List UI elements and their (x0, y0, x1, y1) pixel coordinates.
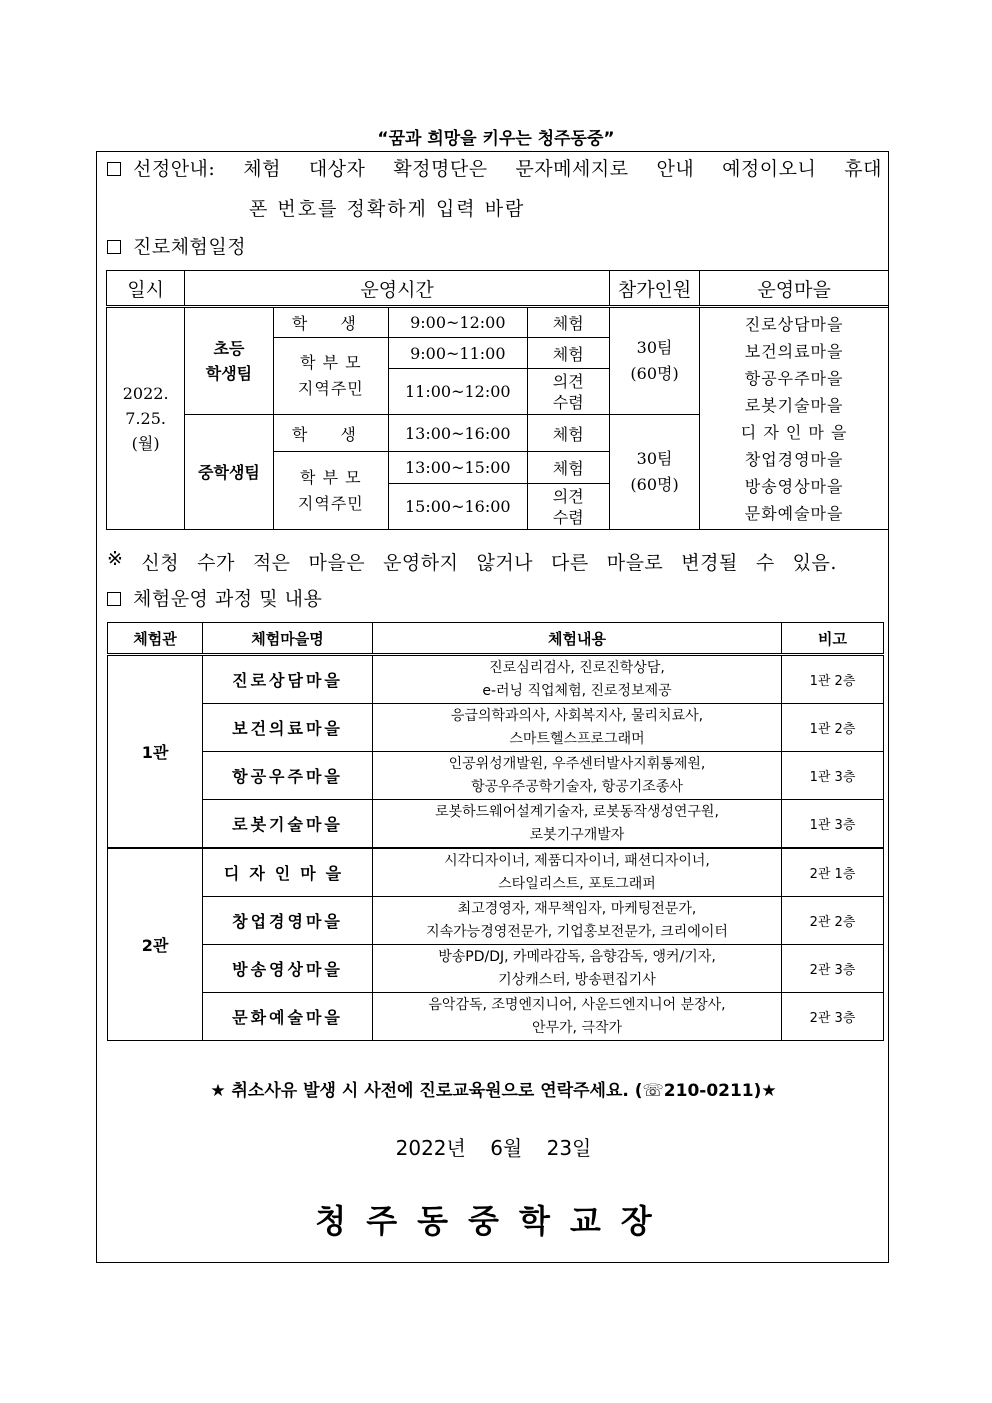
group-elementary: 초등 학생팀 (185, 307, 273, 415)
table-row (108, 993, 884, 1041)
village-name: 보건의료마을 (203, 704, 373, 752)
selection-notice-first: 선정안내: (107, 154, 215, 181)
village-content: 방송PD/DJ, 카메라감독, 음향감독, 앵커/기자, 기상캐스터, 방송편집기사 (373, 945, 782, 993)
village-location: 2관 3층 (782, 945, 884, 993)
activity-type: 체험 (527, 452, 609, 484)
selection-notice-line1: 선정안내: 체험 대상자 확정명단은 문자메세지로 안내 예정이오니 휴대 (107, 154, 882, 181)
village-name: 방송영상마을 (203, 945, 373, 993)
document-frame (96, 151, 889, 1263)
table-row (108, 945, 884, 993)
village-name: 문화예술마을 (203, 993, 373, 1041)
village-list (700, 307, 889, 530)
schedule-table (106, 270, 889, 530)
target-student: 학 생 (273, 415, 388, 452)
experience-table (107, 622, 884, 1041)
target-student: 학 생 (273, 307, 388, 338)
village-name: 디자인마을 (203, 848, 373, 897)
village-location: 2관 2층 (782, 897, 884, 945)
village-item: 진로상담마을 (744, 314, 844, 334)
principal-signature: 청주동중학교장 (315, 1202, 672, 1240)
table-row (108, 752, 884, 800)
table-row (108, 848, 884, 897)
activity-type: 의견 수렴 (527, 369, 609, 415)
exp-header-hall: 체험관 (108, 623, 203, 655)
village-name: 항공우주마을 (203, 752, 373, 800)
checkbox-icon (107, 592, 121, 606)
selection-notice-line2: 폰 번호를 정확하게 입력 바람 (249, 198, 526, 220)
group-middle: 중학생팀 (185, 415, 273, 530)
time-slot: 11:00~12:00 (389, 369, 528, 415)
group-people: 30팀 (60명) (609, 307, 699, 415)
village-content: 인공위성개발원, 우주센터발사지휘통제원, 항공우주공학기술자, 항공기조종사 (373, 752, 782, 800)
village-location: 1관 3층 (782, 752, 884, 800)
hall-1: 1관 (108, 655, 203, 849)
exp-header-note: 비고 (782, 623, 884, 655)
checkbox-icon (107, 240, 121, 254)
time-slot: 9:00~12:00 (389, 307, 528, 338)
exp-header-village: 체험마을명 (203, 623, 373, 655)
time-slot: 9:00~11:00 (389, 338, 528, 369)
activity-type: 의견 수렴 (527, 484, 609, 530)
village-name: 창업경영마을 (203, 897, 373, 945)
table-row (108, 800, 884, 849)
checkbox-icon (107, 162, 121, 176)
village-content: 최고경영자, 재무책임자, 마케팅전문가, 지속가능경영전문가, 기업홍보전문가, 크리에이터 (373, 897, 782, 945)
village-content: 로봇하드웨어설계기술자, 로봇동작생성연구원, 로봇기구개발자 (373, 800, 782, 849)
schedule-header-village: 운영마을 (700, 271, 889, 307)
village-item: 방송영상마을 (744, 476, 844, 496)
village-location: 2관 1층 (782, 848, 884, 897)
target-parents-locals: 학 부 모 지역주민 (273, 338, 388, 415)
schedule-header-date: 일시 (107, 271, 185, 307)
village-name: 진로상담마을 (203, 655, 373, 704)
village-item: 문화예술마을 (744, 503, 844, 523)
group-people: 30팀 (60명) (609, 415, 699, 530)
activity-type: 체험 (527, 307, 609, 338)
time-slot: 13:00~15:00 (389, 452, 528, 484)
village-item: 디 자 인 마 을 (740, 422, 848, 442)
village-location: 1관 2층 (782, 704, 884, 752)
village-content: 응급의학과의사, 사회복지사, 물리치료사, 스마트헬스프로그래머 (373, 704, 782, 752)
village-content: 음악감독, 조명엔지니어, 사운드엔지니어 분장사, 안무가, 극작가 (373, 993, 782, 1041)
activity-type: 체험 (527, 415, 609, 452)
village-content: 시각디자이너, 제품디자이너, 패션디자이너, 스타일리스트, 포토그래퍼 (373, 848, 782, 897)
activity-type: 체험 (527, 338, 609, 369)
village-item: 로봇기술마을 (744, 395, 844, 415)
schedule-heading: 진로체험일정 (107, 232, 246, 259)
exp-header-content: 체험내용 (373, 623, 782, 655)
schedule-header-people: 참가인원 (609, 271, 699, 307)
village-item: 창업경영마을 (744, 449, 844, 469)
table-row (108, 897, 884, 945)
contact-notice: ★ 취소사유 발생 시 사전에 진로교육원으로 연락주세요. (☏210-0211)★ (210, 1081, 777, 1101)
village-location: 1관 3층 (782, 800, 884, 849)
village-location: 2관 3층 (782, 993, 884, 1041)
time-slot: 13:00~16:00 (389, 415, 528, 452)
schedule-date: 2022. 7.25. (월) (107, 307, 185, 530)
change-notice: ※ 신청 수가 적은 마을은 운영하지 않거나 다른 마을로 변경될 수 있음. (107, 548, 837, 574)
village-location: 1관 2층 (782, 655, 884, 704)
document-title: “꿈과 희망을 키우는 청주동중” (377, 129, 615, 149)
village-content: 진로심리검사, 진로진학상담, e-러닝 직업체험, 진로정보제공 (373, 655, 782, 704)
table-row (108, 655, 884, 704)
village-item: 보건의료마을 (744, 341, 844, 361)
schedule-header-time: 운영시간 (185, 271, 610, 307)
hall-2: 2관 (108, 848, 203, 1041)
target-parents-locals: 학 부 모 지역주민 (273, 452, 388, 530)
issue-date: 2022년 6월 23일 (395, 1136, 592, 1160)
village-name: 로봇기술마을 (203, 800, 373, 849)
village-item: 항공우주마을 (744, 368, 844, 388)
table-row (108, 704, 884, 752)
time-slot: 15:00~16:00 (389, 484, 528, 530)
experience-heading: 체험운영 과정 및 내용 (107, 584, 322, 611)
